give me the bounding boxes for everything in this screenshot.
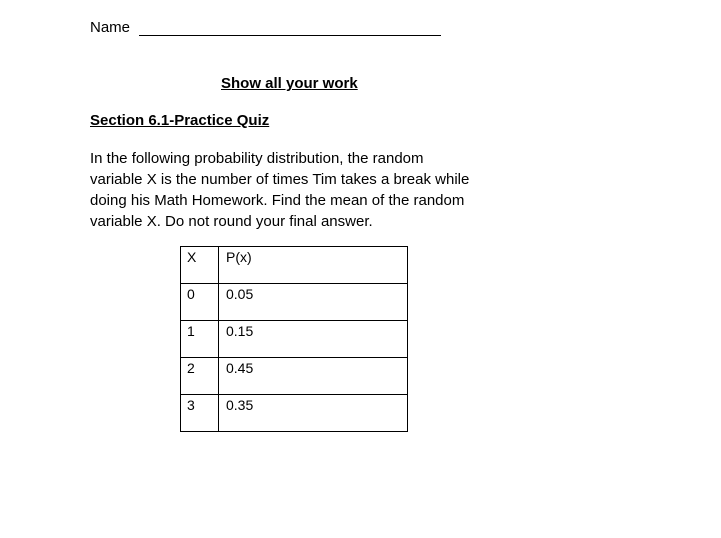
table-row [181,358,408,395]
cell-px: 0.05 [219,284,408,321]
cell-x: 0 [181,284,219,321]
header-x: X [181,247,219,284]
cell-px: 0.45 [219,358,408,395]
question-line: In the following probability distribution, the random [90,150,424,167]
cell-px: 0.15 [219,321,408,358]
cell-x: 2 [181,358,219,395]
question-text [90,148,510,232]
cell-x: 3 [181,395,219,432]
header-px: P(x) [219,247,408,284]
section-title: Section 6.1-Practice Quiz [90,112,270,129]
cell-px: 0.35 [219,395,408,432]
table-row [181,284,408,321]
instructions-heading: Show all your work [221,75,358,92]
table-row [181,395,408,432]
cell-x: 1 [181,321,219,358]
name-blank-line [139,19,441,36]
probability-distribution-table [180,246,408,432]
question-line: doing his Math Homework. Find the mean of the random [90,192,465,209]
table-row [181,321,408,358]
question-line: variable X is the number of times Tim takes a break while [90,171,470,188]
name-label: Name [90,19,131,36]
name-field [90,19,441,36]
question-line: variable X. Do not round your final answer. [90,213,373,230]
table-header-row [181,247,408,284]
